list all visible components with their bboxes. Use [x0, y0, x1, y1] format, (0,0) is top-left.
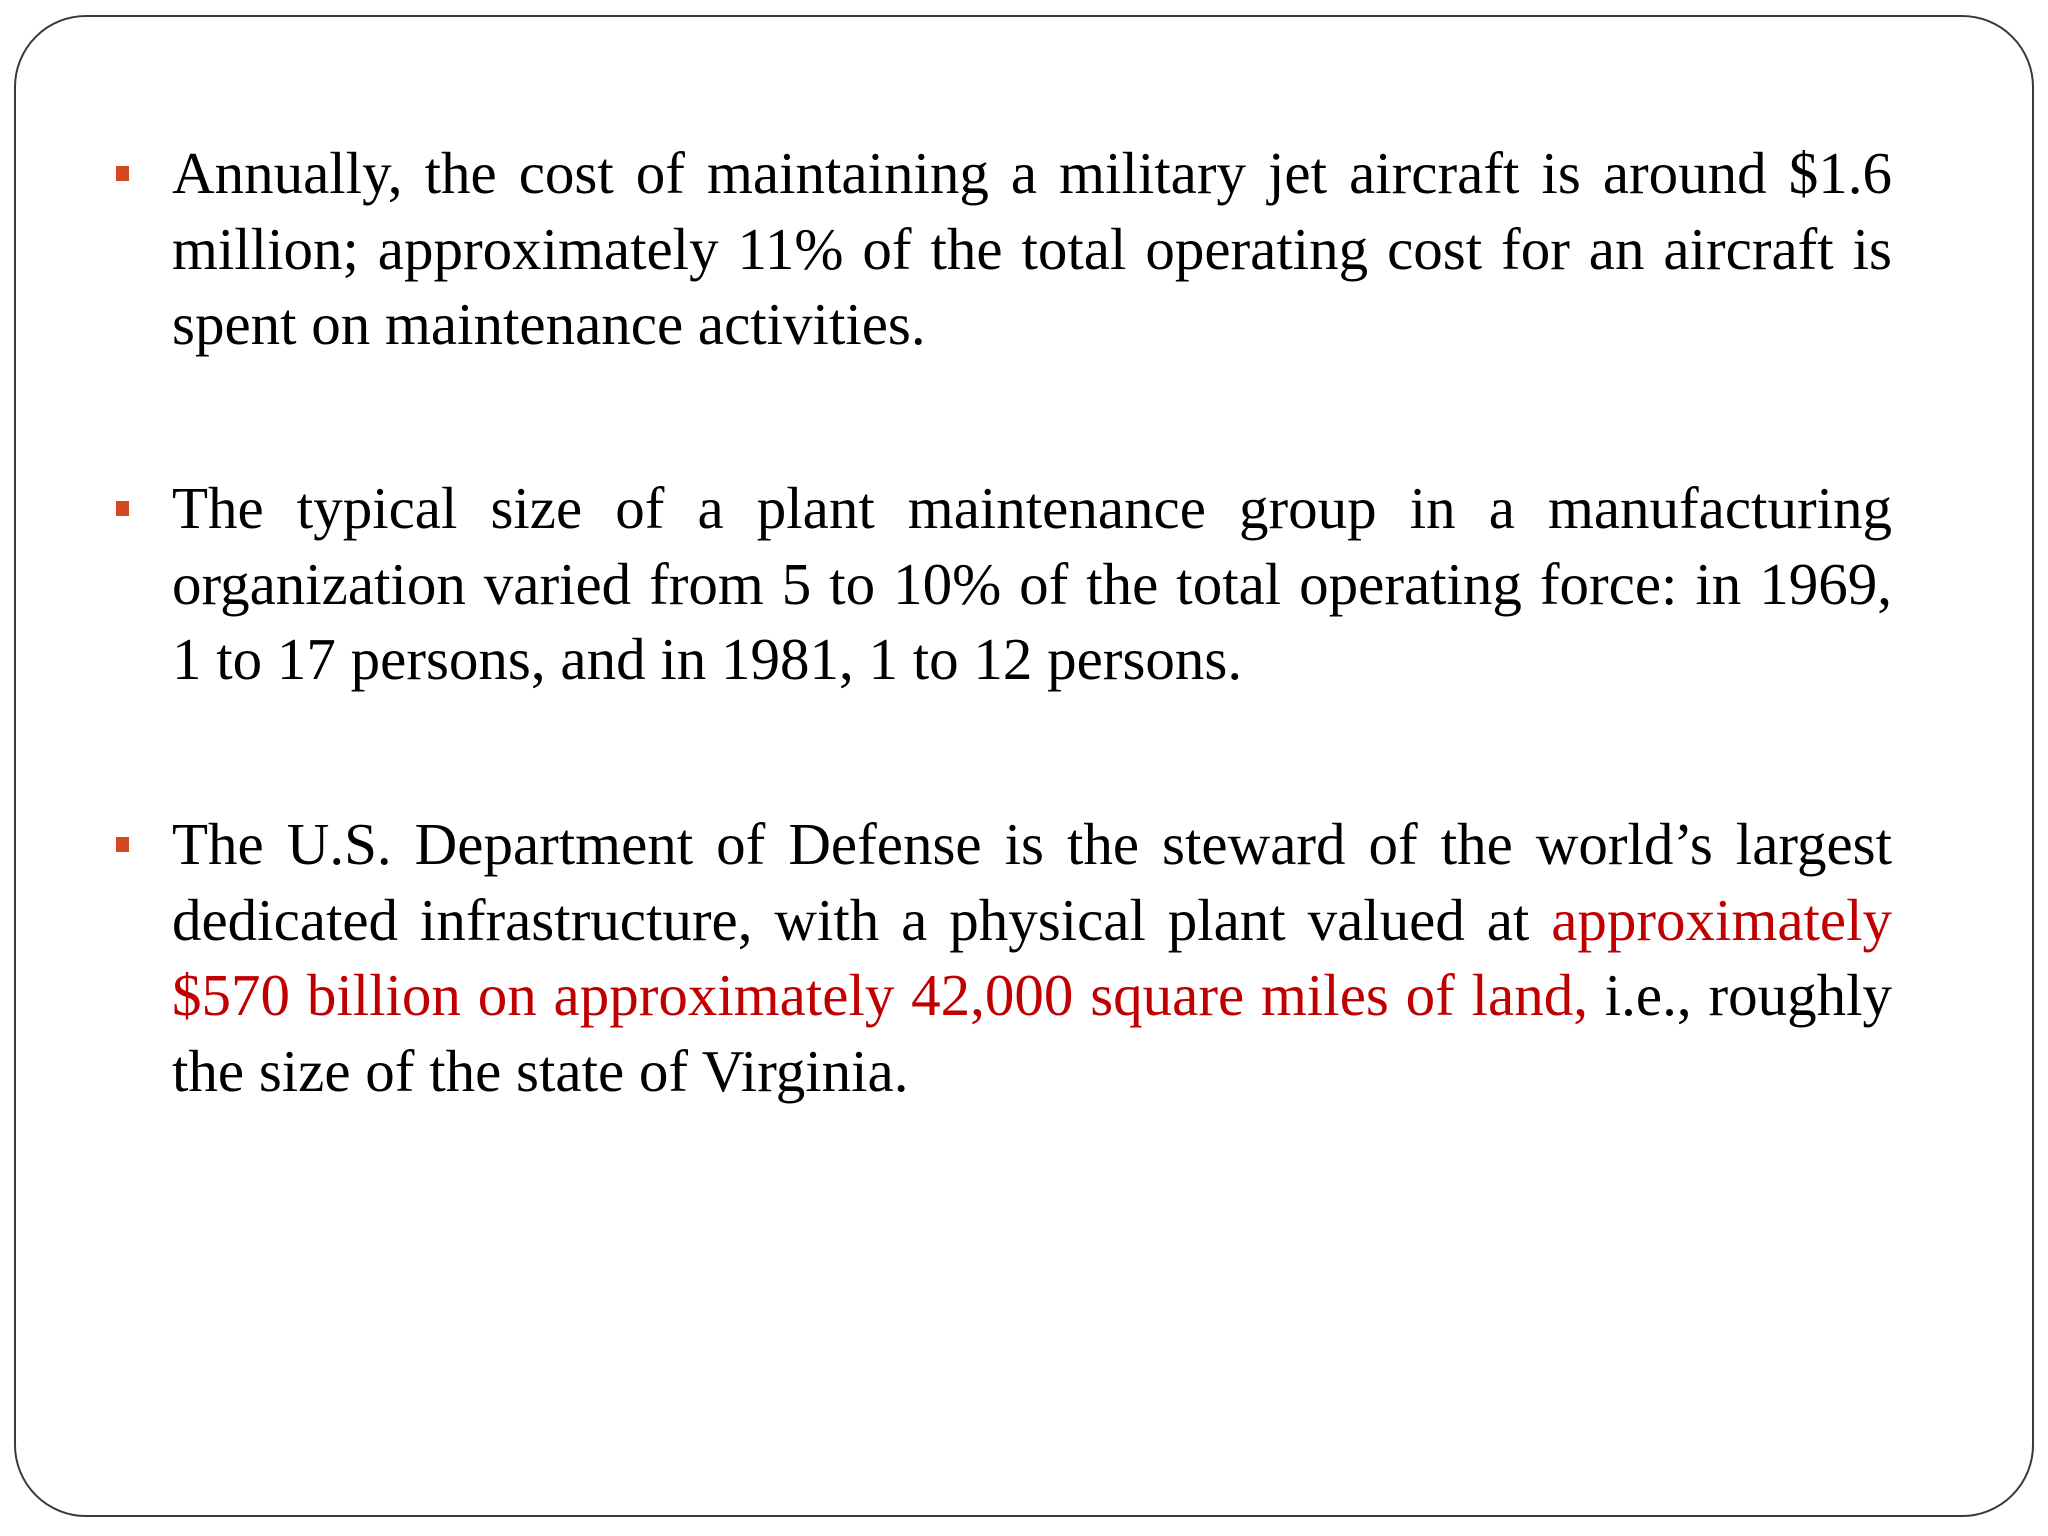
bullet-text: Annually, the cost of maintaining a military jet aircraft is around $1.6 million; approximately 11% of the total operating cost for an aircraft is spent on maintenance activities.	[172, 140, 1892, 357]
bullet-item-maintenance-group-size	[172, 471, 1892, 698]
bullet-text-after: i.e., roughly the size of the state of Virginia.	[172, 962, 1892, 1104]
square-bullet-icon	[116, 166, 129, 181]
bullet-item-aircraft-maintenance-cost	[172, 136, 1892, 363]
bullet-item-dod-infrastructure	[172, 807, 1892, 1109]
square-bullet-icon	[116, 837, 129, 852]
square-bullet-icon	[116, 501, 129, 516]
bullet-text: The typical size of a plant maintenance group in a manufacturing organization varied from 5 to 10% of the total operating force: in 1969, 1 to 17 persons, and in 1981, 1 to 12 persons.	[172, 475, 1892, 692]
bullet-text-before: The U.S. Department of Defense is the steward of the world’s largest dedicated infrastructure, with a physical plant valued at	[172, 811, 1892, 953]
bullet-text-highlight: approximately $570 billion on approximately 42,000 square miles of land,	[172, 886, 1892, 1028]
